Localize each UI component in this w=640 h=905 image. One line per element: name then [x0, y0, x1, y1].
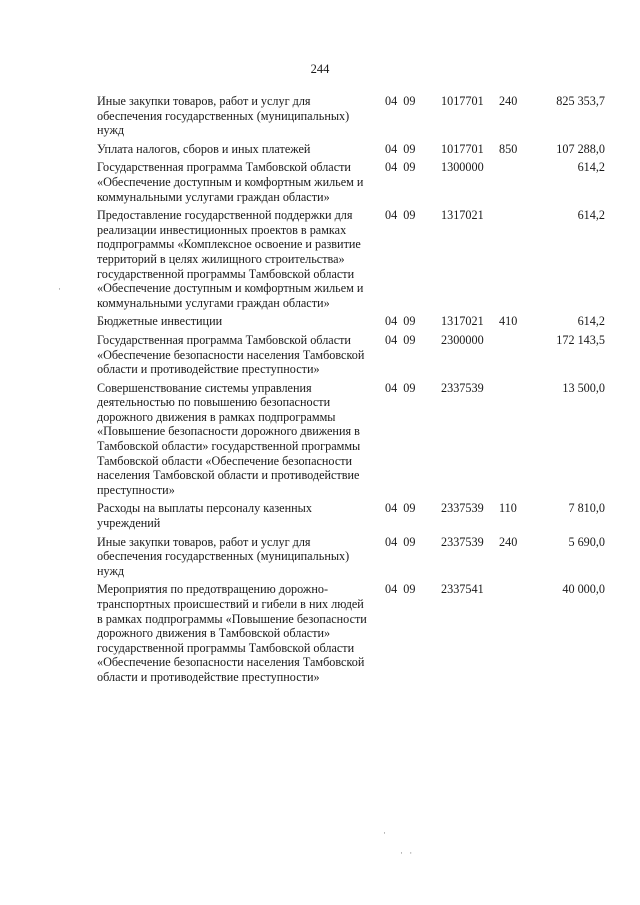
row-section-code: 04 09 — [385, 94, 416, 108]
table-row — [97, 333, 605, 381]
scan-specks: · — [58, 284, 63, 294]
row-section-code: 04 09 — [385, 534, 416, 549]
table-row — [97, 142, 605, 161]
row-expense-type: 410 — [499, 314, 518, 329]
row-amount: 614,2 — [577, 314, 605, 329]
row-amount: 7 810,0 — [568, 501, 605, 516]
row-name: Иные закупки товаров, работ и услуг для обеспечения государственных (муниципальных) нужд — [97, 534, 350, 578]
row-expense-type — [499, 208, 529, 314]
row-amount: 614,2 — [577, 208, 605, 223]
row-amount: 825 353,7 — [556, 94, 605, 108]
table-row — [97, 501, 605, 534]
row-target-code: 1300000 — [441, 160, 484, 175]
row-amount: 172 143,5 — [556, 332, 605, 347]
row-name: Мероприятия по предотвращению дорожно-транспортных происшествий и гибели в них людей в рамках подпрограммы «Повышение безопасности дорожного движения в Тамбовской области» государственной программы Тамбовской области «Обеспечение безопасности населения Тамбовской области и противодействие преступности» — [97, 582, 367, 684]
row-target-code: 2337541 — [441, 582, 484, 597]
row-name: Уплата налогов, сборов и иных платежей — [97, 141, 311, 156]
row-amount: 13 500,0 — [562, 380, 605, 395]
row-expense-type — [499, 381, 529, 502]
scan-specks: · — [383, 828, 388, 838]
table-row — [97, 94, 605, 142]
row-target-code: 2337539 — [441, 380, 484, 395]
row-expense-type: 240 — [499, 94, 518, 108]
table-row — [97, 314, 605, 333]
row-section-code: 04 09 — [385, 332, 416, 347]
row-name: Государственная программа Тамбовской области «Обеспечение доступным и комфортным жильем и коммунальными услугами граждан области» — [97, 160, 364, 204]
row-name: Государственная программа Тамбовской области «Обеспечение безопасности населения Тамбовской области и противодействие преступности» — [97, 332, 365, 377]
table-row — [97, 208, 605, 314]
row-section-code: 04 09 — [385, 501, 416, 516]
row-expense-type — [499, 160, 529, 208]
row-amount: 107 288,0 — [556, 141, 605, 156]
table-row — [97, 535, 605, 583]
table-row — [97, 381, 605, 502]
row-amount: 5 690,0 — [568, 534, 605, 549]
row-expense-type: 110 — [499, 501, 517, 516]
row-target-code: 1017701 — [441, 141, 484, 156]
page-number: 244 — [310, 62, 330, 76]
row-target-code: 2337539 — [441, 534, 484, 549]
row-section-code: 04 09 — [385, 380, 416, 395]
row-target-code: 1317021 — [441, 314, 484, 329]
row-expense-type: 240 — [499, 534, 518, 549]
budget-table — [97, 94, 605, 689]
row-expense-type: 850 — [499, 141, 518, 156]
row-amount: 40 000,0 — [562, 582, 605, 597]
row-section-code: 04 09 — [385, 314, 416, 329]
row-name: Бюджетные инвестиции — [97, 314, 223, 329]
row-name: Расходы на выплаты персоналу казенных учреждений — [97, 501, 312, 531]
row-expense-type — [499, 333, 529, 381]
row-target-code: 2300000 — [441, 332, 484, 347]
table-row — [97, 582, 605, 688]
row-name: Совершенствование системы управления деятельностью по повышению безопасности дорожного движения в рамках подпрограммы «Повышение безопасности дорожного движения в Тамбовской области» государственной программы Тамбовской области «Обеспечение безопасности населения Тамбовской области и противодействие преступности» — [97, 380, 361, 497]
row-section-code: 04 09 — [385, 582, 416, 597]
scan-specks: · · — [400, 848, 415, 858]
row-section-code: 04 09 — [385, 160, 416, 175]
row-section-code: 04 09 — [385, 141, 416, 156]
row-name: Иные закупки товаров, работ и услуг для обеспечения государственных (муниципальных) нужд — [97, 94, 350, 138]
row-target-code: 1317021 — [441, 208, 484, 223]
table-row — [97, 160, 605, 208]
row-expense-type — [499, 582, 529, 688]
row-amount: 614,2 — [577, 160, 605, 175]
row-target-code: 2337539 — [441, 501, 484, 516]
row-name: Предоставление государственной поддержки для реализации инвестиционных проектов в рамках подпрограммы «Комплексное освоение и развитие территорий в целях жилищного строительства» государственной программы Тамбовской области «Обеспечение доступным и комфортным жильем и коммунальными услугами граждан области» — [97, 208, 364, 310]
row-target-code: 1017701 — [441, 94, 484, 108]
row-section-code: 04 09 — [385, 208, 416, 223]
